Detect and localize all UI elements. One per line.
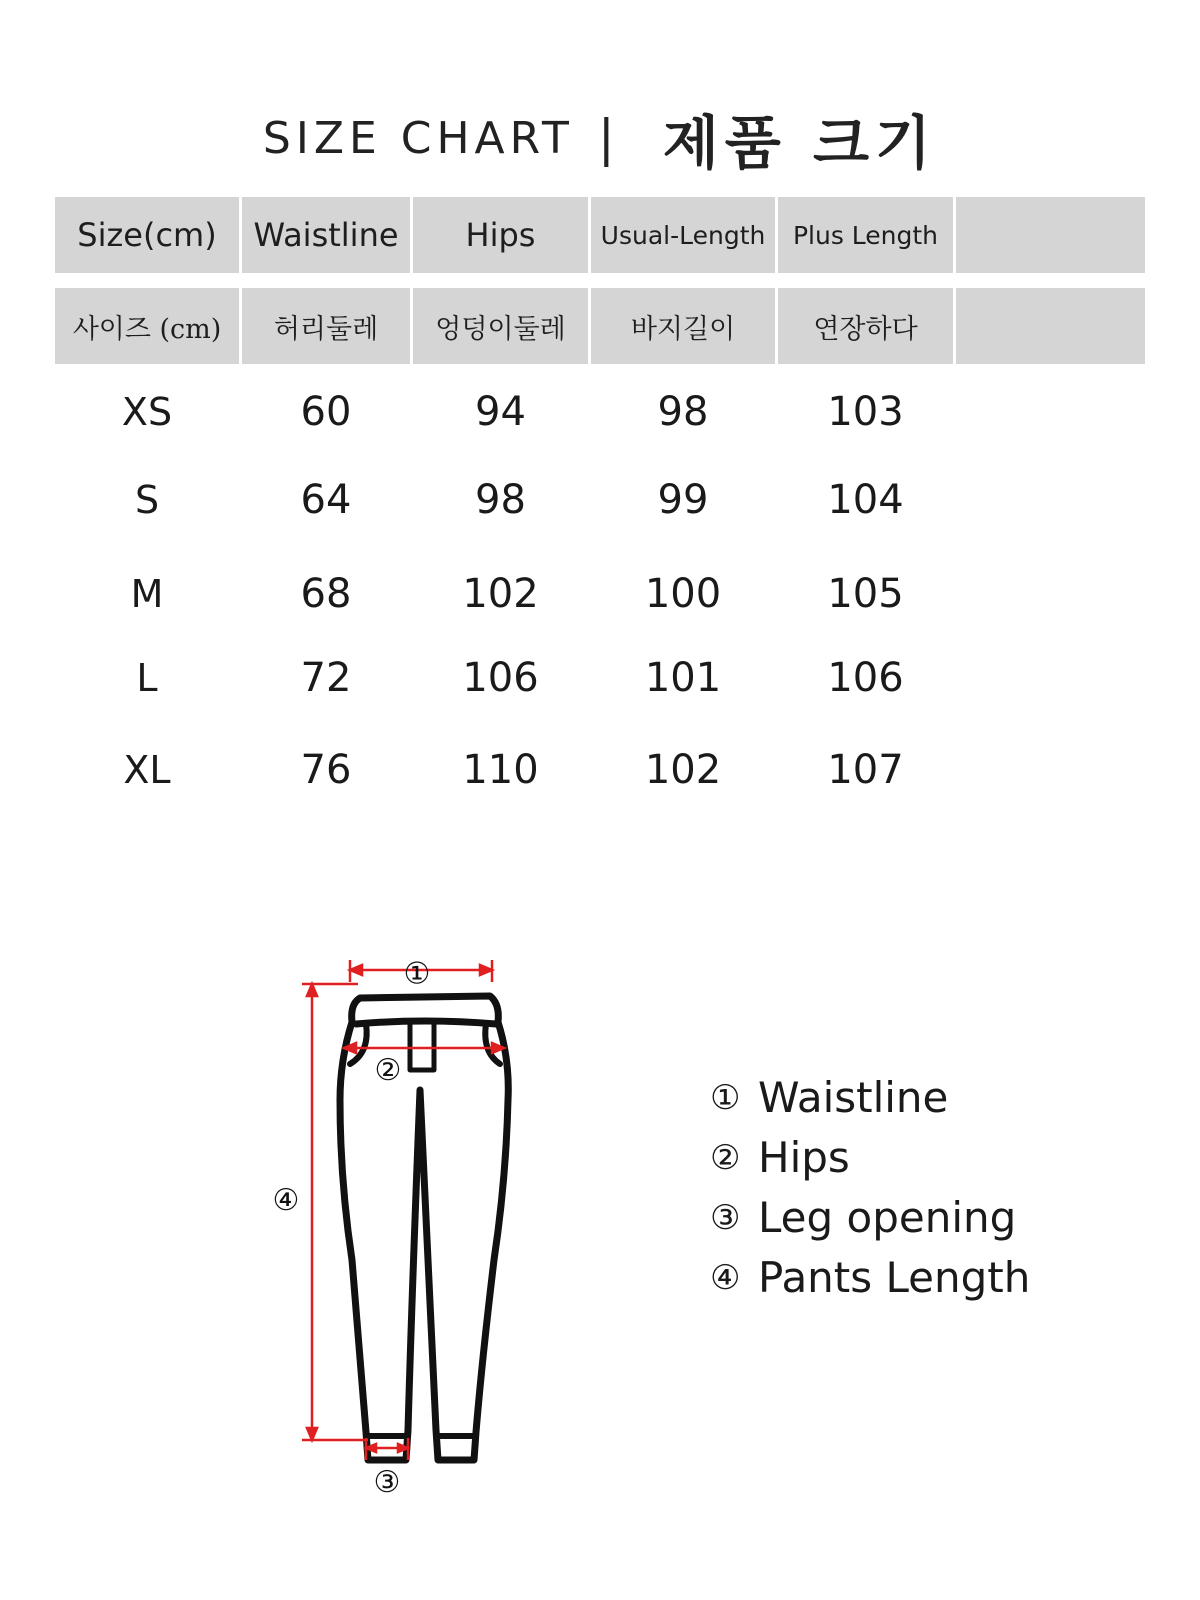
- header-waistline-ko: 허리둘레: [242, 288, 410, 364]
- cell-size: XS: [121, 390, 173, 434]
- cell-usual-length: 98: [657, 389, 709, 435]
- legend-label: Hips: [758, 1133, 850, 1182]
- legend-item: [710, 1188, 1030, 1248]
- header-waistline: Waistline: [242, 197, 410, 273]
- table-row: [55, 740, 1145, 800]
- header-hips: Hips: [413, 197, 588, 273]
- header-hips-ko: 엉덩이둘레: [413, 288, 588, 364]
- cell-hips: 110: [462, 747, 539, 793]
- cell-hips: 106: [462, 655, 539, 701]
- table-row: [55, 564, 1145, 624]
- pants-outline-icon: [340, 996, 508, 1460]
- measurement-legend: [710, 1068, 1030, 1308]
- header-size: Size(cm): [55, 197, 239, 273]
- page-title: [0, 98, 1200, 178]
- header-plus-length: Plus Length: [778, 197, 953, 273]
- header-usual-length-ko: 바지길이: [591, 288, 775, 364]
- header-usual-length: Usual-Length: [591, 197, 775, 273]
- cell-waist: 76: [300, 747, 352, 793]
- cell-size: M: [130, 572, 164, 616]
- table-header-english: [55, 197, 1145, 273]
- title-english: SIZE CHART: [262, 112, 574, 164]
- mark-leg-opening: ③: [373, 1465, 401, 1500]
- table-header-korean: [55, 288, 1145, 364]
- cell-usual-length: 99: [657, 477, 709, 523]
- header-size-ko: 사이즈 (cm): [55, 288, 239, 364]
- cell-usual-length: 100: [644, 571, 722, 617]
- cell-waist: 68: [300, 571, 352, 617]
- cell-plus-length: 106: [827, 655, 904, 701]
- cell-waist: 60: [300, 389, 352, 435]
- cell-plus-length: 103: [827, 389, 904, 435]
- cell-size: S: [134, 478, 160, 522]
- mark-hips: ②: [374, 1053, 402, 1088]
- cell-plus-length: 104: [827, 477, 904, 523]
- legend-item: [710, 1248, 1030, 1308]
- cell-size: XL: [123, 748, 171, 792]
- legend-num: ①: [710, 1078, 741, 1118]
- legend-item: [710, 1128, 1030, 1188]
- legend-item: [710, 1068, 1030, 1128]
- cell-waist: 64: [300, 477, 352, 523]
- cell-waist: 72: [300, 655, 352, 701]
- legend-num: ②: [710, 1138, 741, 1178]
- header-empty-ko: [956, 288, 1145, 364]
- header-empty: [956, 197, 1145, 273]
- cell-hips: 98: [475, 477, 526, 523]
- pants-diagram: [260, 960, 560, 1540]
- legend-label: Pants Length: [758, 1253, 1031, 1302]
- title-separator: |: [597, 109, 615, 167]
- title-korean: 제품 크기: [662, 109, 938, 177]
- header-plus-length-ko: 연장하다: [778, 288, 953, 364]
- cell-usual-length: 101: [644, 655, 722, 701]
- table-row: [55, 648, 1145, 708]
- table-row: [55, 470, 1145, 530]
- cell-plus-length: 107: [827, 747, 904, 793]
- mark-length: ④: [272, 1183, 300, 1218]
- cell-size: L: [136, 656, 158, 700]
- legend-label: Waistline: [758, 1073, 949, 1122]
- cell-hips: 94: [475, 389, 526, 435]
- legend-num: ③: [710, 1198, 741, 1238]
- cell-plus-length: 105: [827, 571, 904, 617]
- legend-label: Leg opening: [758, 1193, 1017, 1242]
- cell-usual-length: 102: [644, 747, 722, 793]
- cell-hips: 102: [462, 571, 539, 617]
- measure-lines: [302, 960, 504, 1460]
- mark-waist: ①: [403, 960, 431, 992]
- table-row: [55, 382, 1145, 442]
- legend-num: ④: [710, 1258, 741, 1298]
